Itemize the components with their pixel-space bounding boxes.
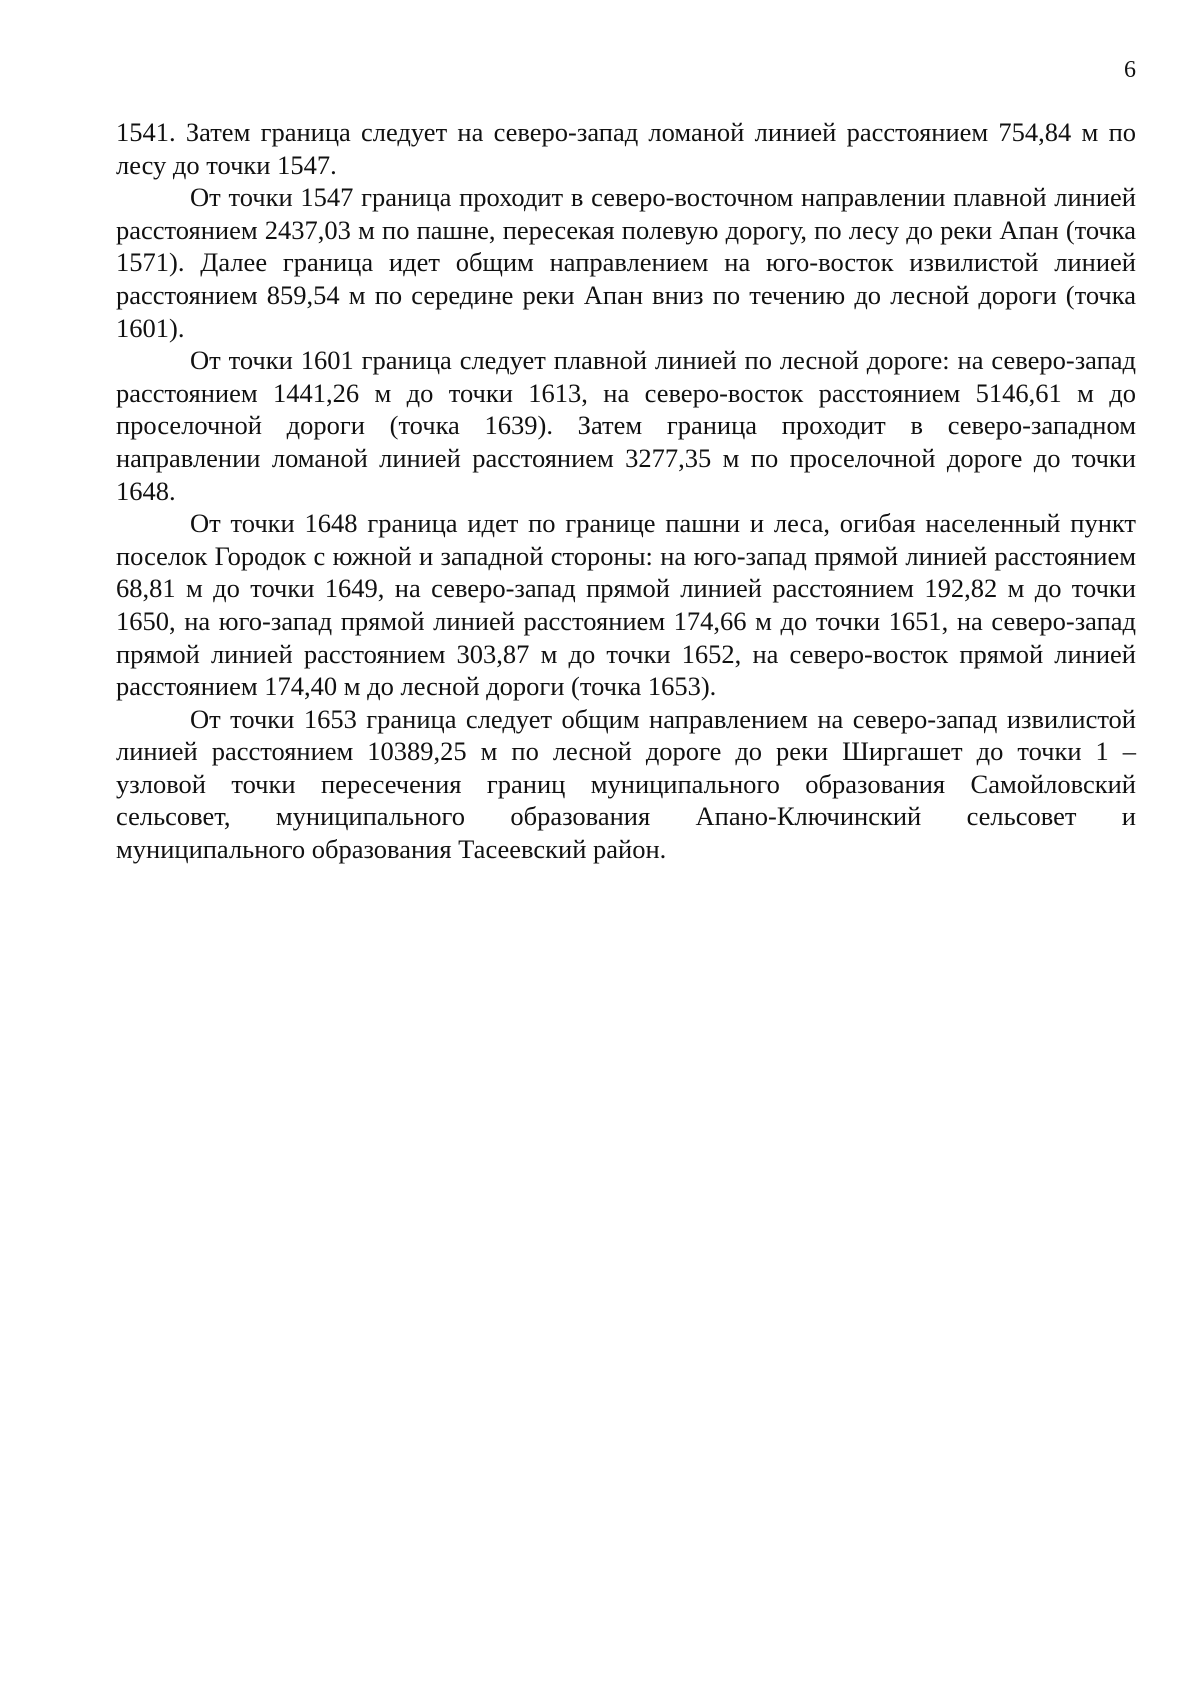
page-number: 6: [1124, 57, 1136, 83]
paragraph-5: От точки 1653 граница следует общим направлением на северо-запад извилистой линией расстоянием 10389,25 м по лесной дороге до реки Ширгашет до точки 1 – узловой точки пересечения границ муниципального образования Самойловский сельсовет, муниципального образования Апано-Ключинский сельсовет и муниципального образования Тасеевский район.: [116, 703, 1136, 865]
document-body: [116, 116, 1136, 866]
paragraph-2: От точки 1547 граница проходит в северо-восточном направлении плавной линией расстоянием 2437,03 м по пашне, пересекая полевую дорогу, по лесу до реки Апан (точка 1571). Далее граница идет общим направлением на юго-восток извилистой линией расстоянием 859,54 м по середине реки Апан вниз по течению до лесной дороги (точка 1601).: [116, 182, 1136, 343]
paragraph-1: 1541. Затем граница следует на северо-запад ломаной линией расстоянием 754,84 м по лесу до точки 1547.: [116, 117, 1136, 180]
paragraph-3: От точки 1601 граница следует плавной линией по лесной дороге: на северо-запад расстоянием 1441,26 м до точки 1613, на северо-восток расстоянием 5146,61 м до проселочной дороги (точка 1639). Затем граница проходит в северо-западном направлении ломаной линией расстоянием 3277,35 м по проселочной дороге до точки 1648.: [116, 345, 1136, 506]
paragraph-4: От точки 1648 граница идет по границе пашни и леса, огибая населенный пункт поселок Городок с южной и западной стороны: на юго-запад прямой линией расстоянием 68,81 м до точки 1649, на северо-запад прямой линией расстоянием 192,82 м до точки 1650, на юго-запад прямой линией расстоянием 174,66 м до точки 1651, на северо-запад прямой линией расстоянием 303,87 м до точки 1652, на северо-восток прямой линией расстоянием 174,40 м до лесной дороги (точка 1653).: [116, 508, 1136, 702]
